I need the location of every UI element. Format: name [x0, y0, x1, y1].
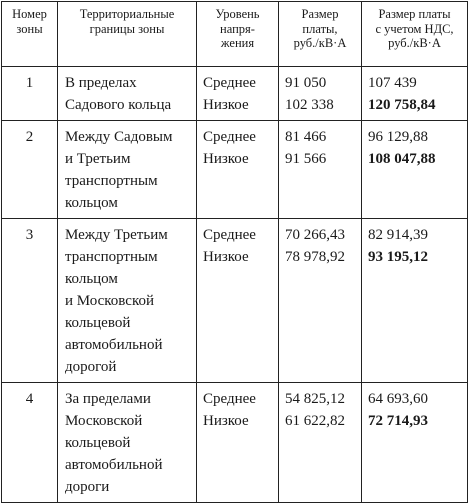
zone-number: 2	[2, 121, 58, 219]
zone-number: 4	[2, 383, 58, 503]
zone-territory: Между Третьим транспортным кольцом и Московской кольцевой автомобильной дорогой	[58, 219, 197, 383]
table-body	[2, 67, 468, 503]
payment-values: 54 825,12 61 622,82	[279, 383, 362, 503]
header-payment-vat: Размер платы с учетом НДС, руб./кВ·А	[362, 2, 468, 67]
zone-number: 1	[2, 67, 58, 121]
zone-number: 3	[2, 219, 58, 383]
header-territory: Территориальные границы зоны	[58, 2, 197, 67]
zone-territory: За пределами Московской кольцевой автомобильной дороги	[58, 383, 197, 503]
payment-vat-values: 64 693,60 72 714,93	[362, 383, 468, 503]
payment-vat-values: 82 914,39 93 195,12	[362, 219, 468, 383]
payment-values: 91 050 102 338	[279, 67, 362, 121]
table-row	[2, 383, 468, 503]
payment-vat-values: 96 129,88 108 047,88	[362, 121, 468, 219]
payment-values: 70 266,43 78 978,92	[279, 219, 362, 383]
table-row	[2, 67, 468, 121]
zone-territory: В пределах Садового кольца	[58, 67, 197, 121]
voltage-levels: Среднее Низкое	[197, 67, 279, 121]
zone-territory: Между Садовым и Третьим транспортным кольцом	[58, 121, 197, 219]
header-voltage: Уровень напря- жения	[197, 2, 279, 67]
voltage-levels: Среднее Низкое	[197, 219, 279, 383]
table-row	[2, 121, 468, 219]
header-payment: Размер платы, руб./кВ·А	[279, 2, 362, 67]
table-row	[2, 219, 468, 383]
header-zone: Номер зоны	[2, 2, 58, 67]
table-header	[2, 2, 468, 67]
tariff-table	[1, 1, 468, 503]
payment-vat-values: 107 439 120 758,84	[362, 67, 468, 121]
voltage-levels: Среднее Низкое	[197, 121, 279, 219]
voltage-levels: Среднее Низкое	[197, 383, 279, 503]
header-row	[2, 2, 468, 67]
payment-values: 81 466 91 566	[279, 121, 362, 219]
